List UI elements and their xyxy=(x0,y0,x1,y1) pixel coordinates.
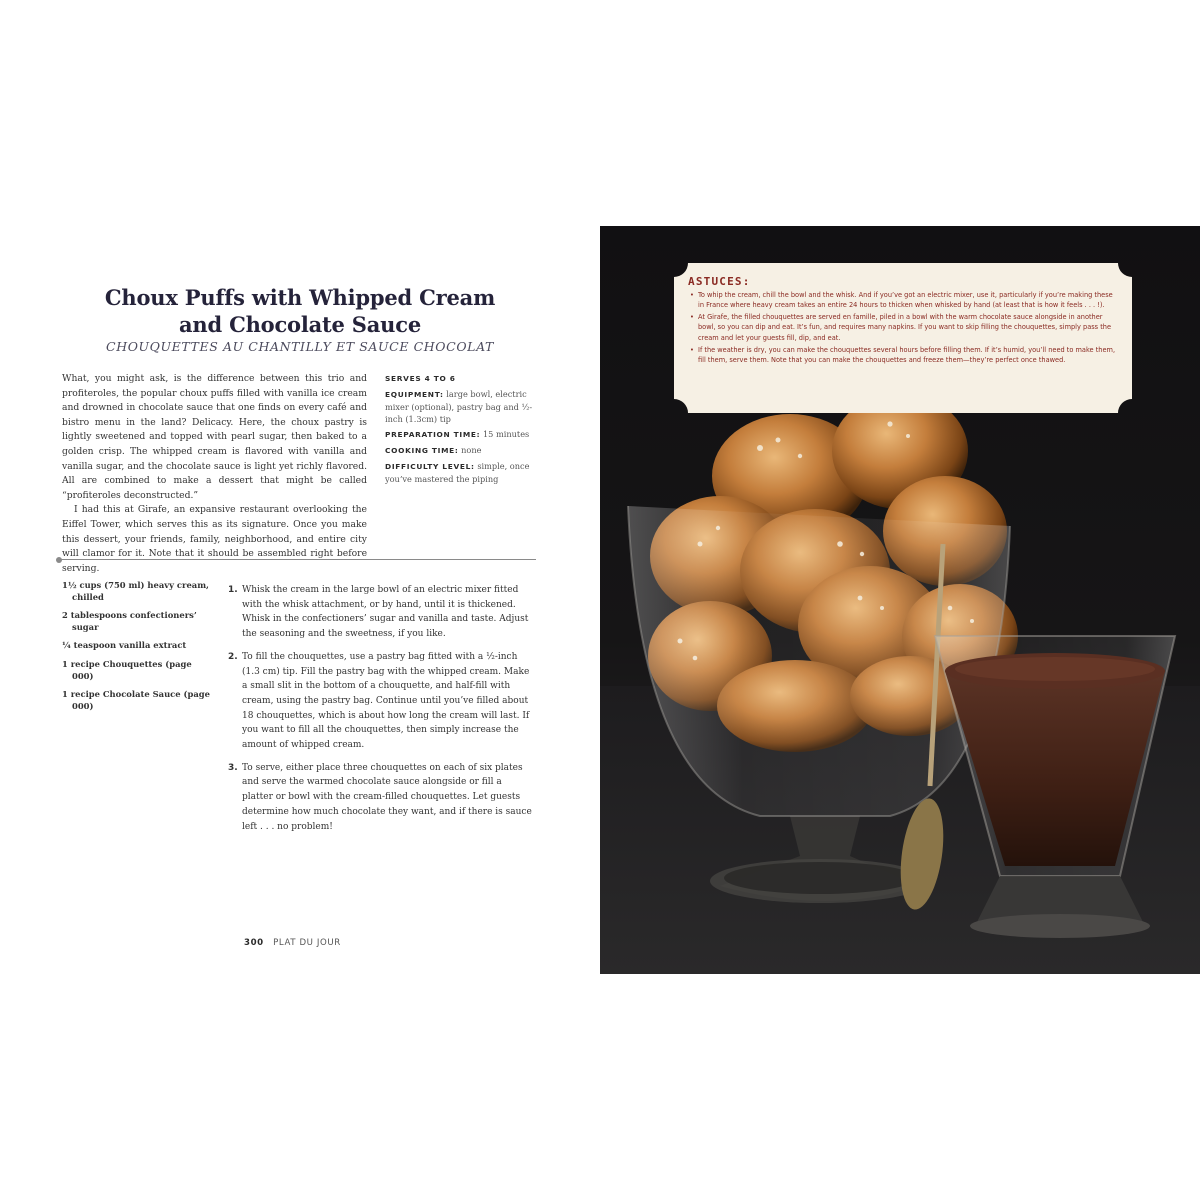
running-section: PLAT DU JOUR xyxy=(273,938,341,948)
method-steps xyxy=(228,583,534,842)
recipe-meta xyxy=(385,372,535,488)
step-number: 2. xyxy=(228,651,238,662)
astuces-tip: • If the weather is dry, you can make the chouquettes several hours before filling them. If it’s humid, you’ll need to make them, fill them, serve them. Note that you can make the chouquettes and freeze them—they’re perfect once thawed. xyxy=(688,345,1118,366)
recipe-title-line-2: and Chocolate Sauce xyxy=(179,312,421,337)
method-step xyxy=(228,761,534,835)
method-step xyxy=(228,583,534,642)
serves-label: SERVES 4 TO 6 xyxy=(385,374,456,383)
difficulty-label: DIFFICULTY LEVEL: xyxy=(385,461,475,471)
ingredient-item: 1 recipe Chouquettes (page 000) xyxy=(62,658,192,681)
prep-time-value: 15 minutes xyxy=(482,429,530,440)
dessert-photo xyxy=(600,226,1200,974)
method-step xyxy=(228,650,534,753)
step-number: 1. xyxy=(228,585,238,595)
astuces-tip: • At Girafe, the filled chouquettes are served en famille, piled in a bowl with the warm chocolate sauce alongside in another bowl, so you can dip and eat. It’s fun, and requires many napkins. If you want to skip filling the chouquettes, simply pass the cream and let your guests fill, dip, and eat. xyxy=(688,312,1118,344)
intro-paragraph-2: I had this at Girafe, an expansive restaurant overlooking the Eiffel Tower, which serves this as its signature. Once you make this dessert, your friends, family, neighborhood, and entire city will clamor for it. Note that it should be assembled right before serving. xyxy=(62,504,367,574)
ingredient-item: 2 tablespoons confectioners’ sugar xyxy=(62,610,197,632)
page-number: 300 xyxy=(244,938,264,948)
astuces-heading: ASTUCES: xyxy=(688,275,751,288)
ingredient-list xyxy=(62,580,212,719)
astuces-tip: • To whip the cream, chill the bowl and the whisk. And if you’ve got an electric mixer, use it, particularly if you’re making these in France where heavy cream takes an entire 24 hours to thicken when whisked by hand (at least that is how it feels . . . !). xyxy=(688,290,1118,311)
section-divider xyxy=(60,559,536,560)
step-text: To serve, either place three chouquettes on each of six plates and serve the warmed chocolate sauce alongside or fill a platter or bowl with the cream-filled chouquettes. Let guests determine how much chocolate they want, and if there is sauce left . . . no problem! xyxy=(242,762,532,832)
page-folio xyxy=(244,938,341,948)
divider-dot-icon xyxy=(56,557,62,563)
recipe-title xyxy=(60,284,540,338)
recipe-subtitle: CHOUQUETTES AU CHANTILLY ET SAUCE CHOCOLAT xyxy=(106,339,494,354)
astuces-card xyxy=(674,263,1132,413)
step-number: 3. xyxy=(228,762,238,773)
step-text: To fill the chouquettes, use a pastry bag fitted with a ½-inch (1.3 cm) tip. Fill the pastry bag with the whipped cream. Make a small slit in the bottom of a chouquette, and half-fill with cream, using the pastry bag. Continue until you’ve filled about 18 chouquettes, which is about how long the cream will last. If you want to fill all the chouquettes, then simply increase the amount of whipped cream. xyxy=(242,651,530,751)
intro-paragraph-1: What, you might ask, is the difference between this trio and profiteroles, the popular choux puffs filled with vanilla ice cream and drowned in chocolate sauce that one finds on every café and bistro menu in the land? Delicacy. Here, the choux pastry is lightly sweetened and topped with pearl sugar, then baked to a golden crisp. The whipped cream is flavored with vanilla and vanilla sugar, and the chocolate sauce is light yet richly flavored. All are combined to make a dessert that might be called “profiteroles deconstructed.” xyxy=(62,373,367,501)
recipe-title-line-1: Choux Puffs with Whipped Cream xyxy=(104,285,496,310)
ingredient-item: 1½ cups (750 ml) heavy cream, chilled xyxy=(62,580,209,602)
prep-time-label: PREPARATION TIME: xyxy=(385,430,481,440)
ingredient-item: ¼ teaspoon vanilla extract xyxy=(62,640,187,651)
recipe-intro xyxy=(62,372,367,576)
astuces-content xyxy=(688,277,1118,367)
ingredient-item: 1 recipe Chocolate Sauce (page 000) xyxy=(62,689,210,711)
step-text: Whisk the cream in the large bowl of an electric mixer fitted with the whisk attachment, or by hand, until it is thickened. Whisk in the confectioners’ sugar and vanilla and taste. Adjust the seasoning and the sweetness, if you like. xyxy=(242,585,529,640)
equipment-value: large bowl, electric mixer (optional), pastry bag and ½-inch (1.3cm) tip xyxy=(385,388,533,425)
difficulty-value: simple, once you’ve mastered the piping xyxy=(385,460,530,485)
cooking-time-value: none xyxy=(461,444,482,455)
equipment-label: EQUIPMENT: xyxy=(385,389,444,399)
cooking-time-label: COOKING TIME: xyxy=(385,445,459,455)
